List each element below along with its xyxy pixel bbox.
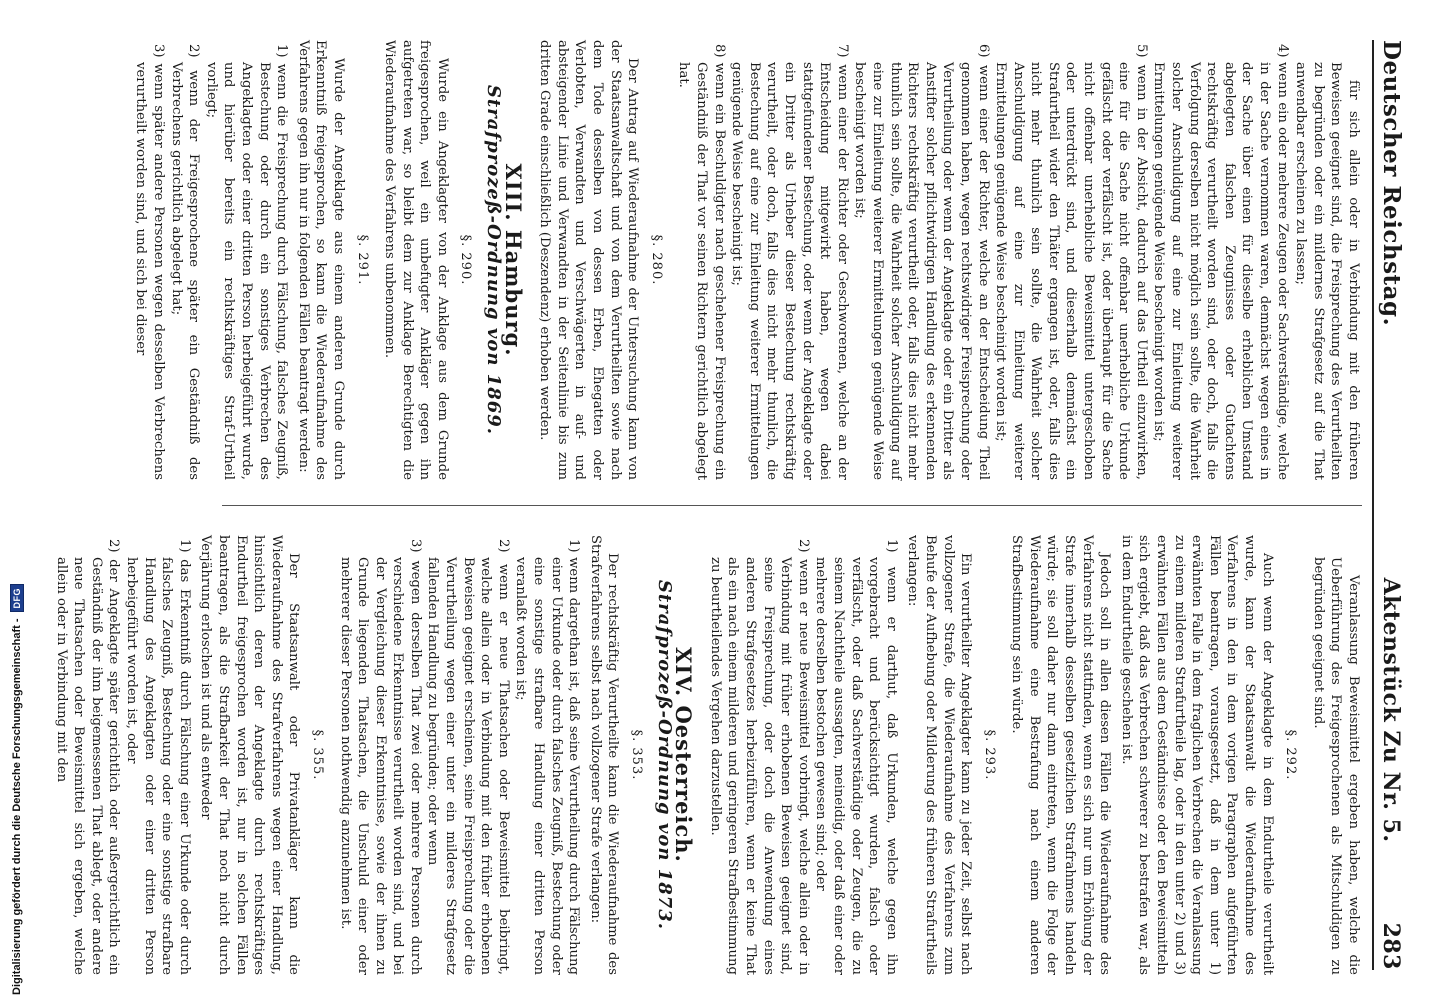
list-item: 3) wegen derselben That zwei oder mehrere Personen durch verschiedene Erkenntnisse verurtheilt worden sind, und bei der Vergleichung dieser Erkenntnisse, sowie der ihnen zu Grunde liegenden Thatsachen, die Unschuld einer oder mehrerer dieser Personen nothwendig anzunehmen ist. xyxy=(337,539,423,975)
funding-text: Digitalisierung gefördert durch die Deutsche Forschungsgemeinschaft - xyxy=(11,618,23,995)
list-item: 1) wenn dargethan ist, daß seine Verurtheilung durch Fälschung einer Urkunde oder durch falsches Zeugniß, Bestechung oder eine sonstige strafbare Handlung einer dritten Person veranlaßt worden ist; xyxy=(513,539,582,975)
section-number: §. 290. xyxy=(458,234,474,286)
left-column xyxy=(132,40,1362,480)
list-item: 2) wenn er neue Beweismittel vorbringt, welche allein oder in Verbindung mit früher erhobenen Beweisen geeignet sind, seine Freisprechung, oder doch die Anwendung eines anderen Strafgesetzes herbeizuführen, wenn er keine That als ein nach einem milderen und geringeren Strafbestimmung zu beurtheilendes Vergehen darzustellen. xyxy=(707,539,811,975)
right-column xyxy=(52,535,1362,975)
list-item: 4) wenn ein oder mehrere Zeugen oder Sachverständige, welche in der Sache vernommen waren, demnächst wegen eines in der Sache über einen für dieselbe erheblichen Umstand abgelegten falschen Zeugnisses oder Gutachtens rechtskräftig verurtheilt worden sind, oder doch, falls die Verfolgung derselben nicht möglich sein sollte, die Wahrheit solcher Anschuldigung auf eine zur Einleitung weiterer Ermittelungen genügende Weise bescheinigt worden ist; xyxy=(1151,44,1290,480)
section-number: §. 355. xyxy=(309,729,325,781)
section-number: §. 291. xyxy=(354,234,370,286)
paragraph: Der Staatsanwalt oder Privatankläger kann die Wiederaufnahme des Strafverfahrens wegen einer Handlung, hinsichtlich deren der Angeklagte durch rechtskräftiges Endurtheil freigesprochen worden ist, nur in solchen Fällen beantragen, als die Strafbarkeit der That noch nicht durch Verjährung erloschen ist und als entweder xyxy=(198,535,302,975)
paragraph: Wurde ein Angeklagter von der Anklage aus dem Grunde freigesprochen, weil ein unbefugter Ankläger gegen ihn aufgetreten war, so bleibt dem zur Anklage Berechtigten die Wiederaufnahme des Verfahrens unbenommen. xyxy=(382,40,450,480)
header-title: Deutscher Reichstag. xyxy=(1378,40,1405,327)
section-number: §. 292. xyxy=(1283,729,1299,781)
list-item: 2) der Angeklagte später gerichtlich oder außergerichtlich ein Geständniß der ihm beigemessenen That ablegt, oder andere neue Thatsachen oder Beweismittel sich ergeben, welche allein oder in Verbindung mit den xyxy=(53,539,122,975)
chapter-heading: XIV. Oesterreich. xyxy=(671,647,697,863)
paragraph: für sich allein oder in Verbindung mit den früheren Beweisen geeignet sind, die Freisprechung des Verurtheilten zu begründen oder ein mildernes Strafgesetz auf die That anwendbar erscheinen zu lassen; xyxy=(1293,62,1361,480)
list-item: 6) wenn einer der Richter, welche an der Entscheidung Theil genommen haben, wegen rechtswidriger Freisprechung oder Verurtheilung oder wenn der Angeklagte oder ein Dritter als Anstifter solcher pflichtwidrigen Handlung des erkennenden Richters rechtskräftig verurtheilt oder, falls dies nicht mehr thunlich sein sollte, die Wahrheit solcher Anschuldigung auf eine zur Einleitung weiterer Ermittelungen genügende Weise bescheinigt worden ist; xyxy=(852,44,991,480)
list-item: 1) wenn die Freisprechung durch Fälschung, falsches Zeugniß, Bestechung oder durch ein sonstiges Verbrechen des Angeklagten oder einer dritten Person herbeigeführt wurde, und hierüber bereits ein rechtskräftiges Straf-Urtheil vorliegt; xyxy=(203,44,290,480)
column-divider xyxy=(222,505,1362,506)
paragraph: Jedoch soll in allen diesen Fällen die Wiederaufnahme des Verfahrens nicht stattfinden, wenn es sich nur um Erhöhung der Strafe innerhalb desselben gesetzlichen Strafrahmens handeln würde; sie soll daher nur dann eintreten, wenn die Folge der Wiederaufnahme eine Bestrafung nach einem anderen Strafbestimmung sein würde. xyxy=(1009,535,1113,975)
page-number: 283 xyxy=(1378,922,1404,970)
list-item: 1) das Erkenntniß durch Fälschung einer Urkunde oder durch falsches Zeugniß, Bestechung oder eine sonstige strafbare Handlung des Angeklagten oder einer dritten Person herbeigeführt worden ist, oder xyxy=(124,539,192,975)
list-item: 2) wenn er neue Thatsachen oder Beweismittel beibringt, welche allein oder in Verbindung mit den früher erhobenen Beweisen geeignet erscheinen, seine Freisprechung oder die Verurtheilung wegen einer unter ein milderes Strafgesetz fallenden Handlung zu begründen; oder wenn xyxy=(425,539,511,975)
paragraph: Veranlassung Beweismittel ergeben haben, welche die Ueberführung des Freigesprochenen als Mitschuldigen zu begründen geeignet sind. xyxy=(1310,557,1361,975)
list-item: 5) wenn in der Absicht, dadurch auf das Urtheil einzuwirken, eine für die Sache nicht offenbar unerhebliche Urkunde gefälscht oder verfälscht ist, oder überhaupt für die Sache nicht offenbar unerhebliche Beweismittel untergeschoben oder unterdrückt sind, und dieserhalb demnächst ein Strafurtheil wider den Thäter ergangen ist, oder, falls dies nicht mehr thunlich sein sollte, die Wahrheit solcher Anschuldigung auf eine zur Einleitung weiterer Ermittelungen genügende Weise bescheinigt worden ist; xyxy=(993,44,1149,480)
list-item: 2) wenn der Freigesprochene später ein Geständniß des Verbrechens gerichtlich abgelegt hat; xyxy=(168,44,202,480)
section-number: §. 293. xyxy=(981,729,997,781)
list-item: 8) wenn ein Beschuldigter nach geschehener Freisprechung ein Geständniß der That vor seinen Richtern gerichtlich abgelegt hat. xyxy=(676,44,727,480)
paragraph: Wurde der Angeklagte aus einem anderen Grunde durch Erkenntniß freigesprochen, so kann die Wiederaufnahme des Verfahrens gegen ihn nur in folgenden Fällen beantragt werden: xyxy=(295,40,346,480)
chapter-heading: XIII. Hamburg. xyxy=(500,163,526,357)
chapter-subheading: Strafprozeß-Ordnung von 1873. xyxy=(653,579,675,931)
header-document-ref: Aktenstück Zu Nr. 5. xyxy=(1378,577,1404,843)
list-item: 1) wenn er darthut, daß Urkunden, welche gegen ihn vorgebracht und berücksichtigt wurden, falsch oder verfälscht, oder daß Sachverständige oder Zeugen, die zu seinem Nachtheile aussagten, meineidig, oder daß einer oder mehrere derselben bestochen gewesen sind; oder xyxy=(813,539,899,975)
paragraph: Der Antrag auf Wiederaufnahme der Untersuchung kann von der Staatsanwaltschaft und von dem Verurtheilten sowie nach dem Tode desselben von dessen Erben, Ehegatten oder Verlobten, Verwandten und Verschwägerten in auf- und absteigender Linie und Verwandten in der Seitenlinie bis zum dritten Grade einschließlich (Deszendenz) erhoben werden. xyxy=(537,40,641,480)
funding-note xyxy=(6,575,28,995)
list-item: 7) wenn einer der Richter oder Geschworenen, welche an der Entscheidung mitgewirkt haben, wegen dabei stattgefundener Bestechung, oder wenn der Angeklagte oder ein Dritter als Urheber dieser Bestechung rechtskräftig verurtheilt, oder doch, falls dies nicht mehr thunlich, die Bestechung auf eine zur Einleitung weiterer Ermittelungen genügende Weise bescheinigt ist; xyxy=(729,44,850,480)
page-header xyxy=(1372,40,1414,970)
chapter-subheading: Strafprozeß-Ordnung von 1869. xyxy=(483,84,505,436)
section-number: §. 280. xyxy=(648,234,664,286)
list-item: 3) wenn später andere Personen wegen desselben Verbrechens verurtheilt worden sind, und sich bei dieser xyxy=(133,44,166,480)
paragraph: Auch wenn der Angeklagte in dem Endurtheile verurtheilt wurde, kann der Staatsanwalt die Wiederaufnahme des Verfahrens in den in dem vorigen Paragraphen aufgeführten Fällen beantragen, vorausgesetzt, daß in dem unter 1) erwähnten Falle in dem fraglichen Verbrechen die Veranlassung zu einem milderen Strafurtheile lag, oder in den unter 2) und 3) erwähnten Fällen aus dem Geständnisse oder den Beweismitteln sich ergiebt, daß das Verbrechen schwerer zu bestrafen war, als in dem Endurtheile geschehen ist. xyxy=(1118,535,1275,975)
paragraph: Ein verurtheilter Angeklagter kann zu jeder Zeit, selbst nach vollzogener Strafe, die Wiederaufnahme des Verfahrens zum Behufe der Aufhebung oder Milderung des früheren Strafurtheils verlangen: xyxy=(905,535,974,975)
dfg-logo: DFG xyxy=(10,584,24,613)
paragraph: Der rechtskräftig Verurtheilte kann die Wiederaufnahme des Strafverfahrens selbst nach vollzogener Strafe verlangen: xyxy=(587,535,621,975)
section-number: §. 353. xyxy=(629,729,645,781)
